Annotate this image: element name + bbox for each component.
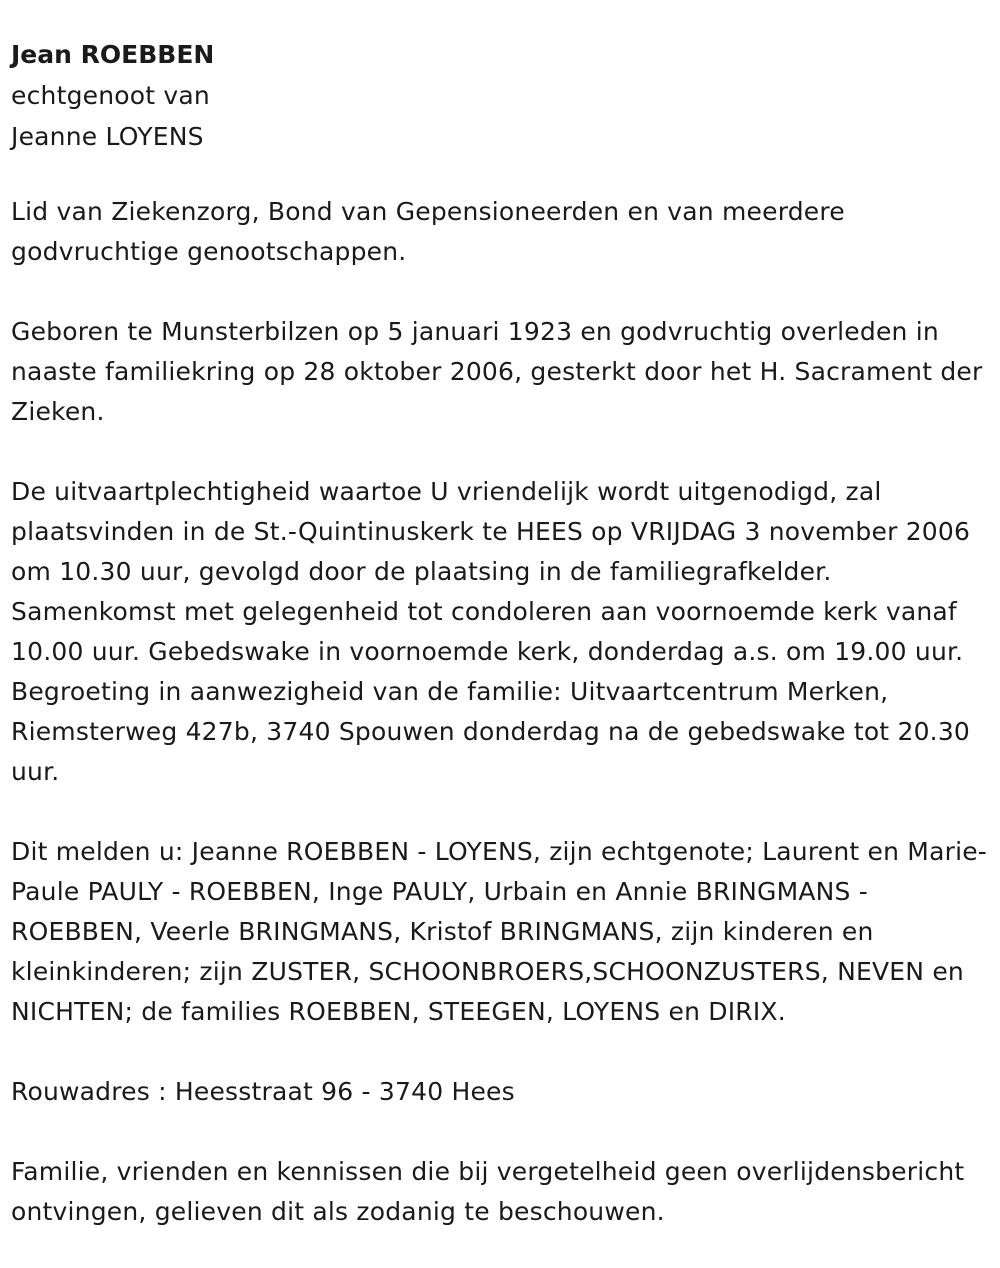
closing-paragraph: Familie, vrienden en kennissen die bij vergetelheid geen overlijdensbericht ontvingen, gelieven dit als zodanig te beschouwen.	[11, 1157, 965, 1226]
deceased-name: Jean ROEBBEN	[11, 40, 215, 69]
family-paragraph: Dit melden u: Jeanne ROEBBEN - LOYENS, zijn echtgenote; Laurent en Marie-Paule PAULY - ROEBBEN, Inge PAULY, Urbain en Annie BRINGMANS - ROEBBEN, Veerle BRINGMANS, Kristof BRINGMANS, zijn kinderen en kleinkinderen; zijn ZUSTER, SCHOONBROERS,SCHOONZUSTERS, NEVEN en NICHTEN; de families ROEBBEN, STEEGEN, LOYENS en DIRIX.	[11, 837, 988, 1026]
address-paragraph: Rouwadres : Heesstraat 96 - 3740 Hees	[11, 1077, 515, 1106]
birth-death-paragraph: Geboren te Munsterbilzen op 5 januari 1923 en godvruchtig overleden in naaste familiekring op 28 oktober 2006, gesterkt door het H. Sacrament der Zieken.	[11, 317, 983, 426]
spouse-name: Jeanne LOYENS	[11, 122, 204, 151]
membership-paragraph: Lid van Ziekenzorg, Bond van Gepensioneerden en van meerdere godvruchtige genootschappen.	[11, 197, 845, 266]
relation-text: echtgenoot van	[11, 81, 210, 110]
funeral-paragraph: De uitvaartplechtigheid waartoe U vriendelijk wordt uitgenodigd, zal plaatsvinden in de St.-Quintinuskerk te HEES op VRIJDAG 3 november 2006 om 10.30 uur, gevolgd door de plaatsing in de familiegrafkelder. Samenkomst met gelegenheid tot condoleren aan voornoemde kerk vanaf 10.00 uur. Gebedswake in voornoemde kerk, donderdag a.s. om 19.00 uur. Begroeting in aanwezigheid van de familie: Uitvaartcentrum Merken, Riemsterweg 427b, 3740 Spouwen donderdag na de gebedswake tot 20.30 uur.	[11, 477, 971, 786]
